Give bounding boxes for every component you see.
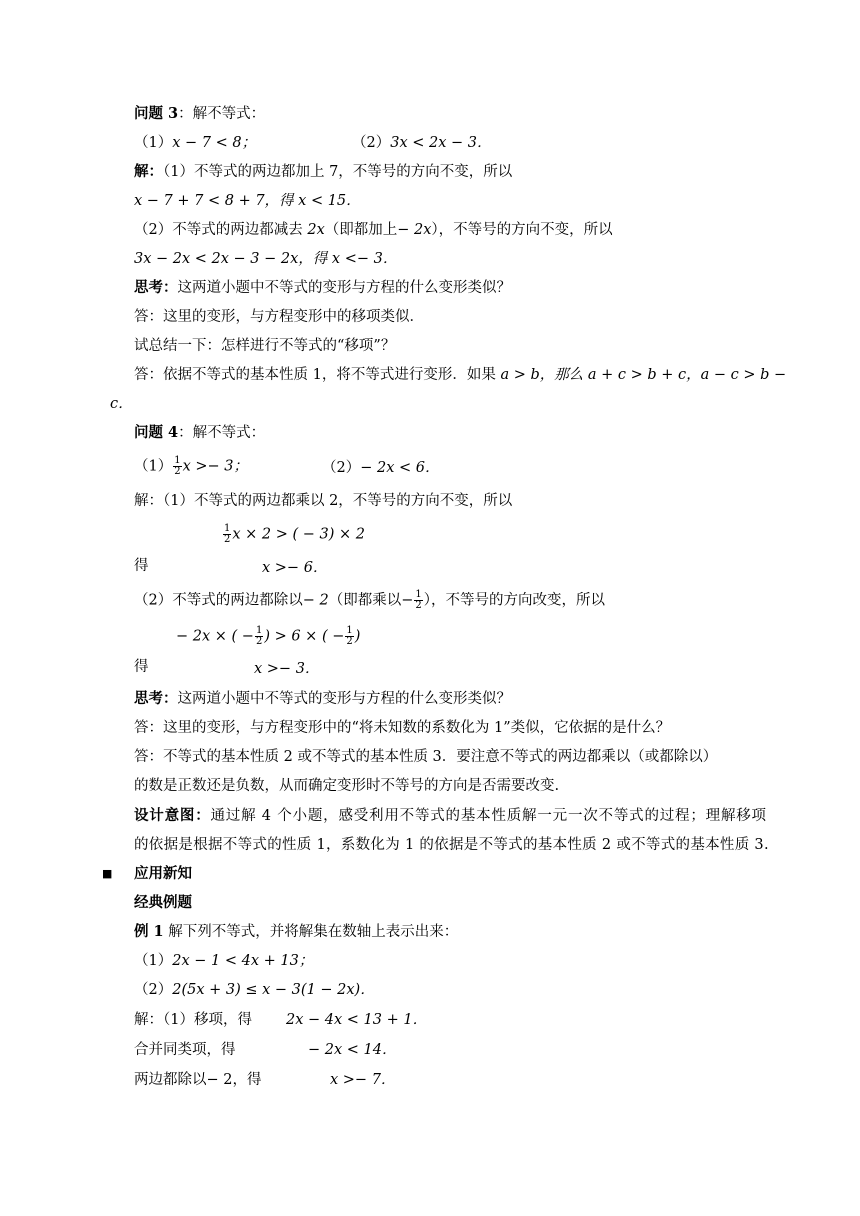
- q3-title: [134, 104, 265, 124]
- q3-think-label: 思考：: [134, 279, 178, 296]
- example-1-part2: （2）2(5x + 3) ≤ x − 3(1 − 2x)．: [134, 982, 375, 998]
- q3-part2-label: （2）: [352, 135, 391, 151]
- q3-solution-2: [134, 220, 613, 240]
- q4-solution-2: [134, 590, 605, 611]
- q3-solution-2-c: ），不等号的方向不变，所以: [431, 222, 613, 238]
- q4-title-bold: 问题 4: [134, 424, 179, 441]
- q4-equation-1: [222, 524, 365, 545]
- q4-part1-math: x >− 3；: [182, 458, 249, 475]
- q3-solution-2-math: 3x − 2x < 2x − 3 − 2x，得 x <− 3．: [134, 251, 398, 267]
- q3-title-bold: 问题 3: [134, 105, 179, 122]
- q4-answer-1: 答：这里的变形，与方程变形中的“将未知数的系数化为 1”类似，它依据的是什么？: [134, 720, 671, 736]
- q4-think: [134, 689, 511, 709]
- example-1-title: [134, 922, 458, 942]
- q4-result-1: x >− 6．: [262, 560, 328, 576]
- q4-think-text: 这两道小题中不等式的变形与方程的什么变形类似？: [177, 691, 511, 707]
- q4-de1: 得: [134, 558, 149, 574]
- example-1-step1-math: 2x − 4x < 13 + 1．: [286, 1012, 428, 1028]
- q3-solution-1-text: （1）不等式的两边都加上 7，不等号的方向不变，所以: [163, 164, 513, 180]
- example-1-label: 例 1: [134, 923, 164, 940]
- q4-result-2: x >− 3．: [254, 661, 320, 677]
- q3-solution-2-m2: − 2x: [397, 222, 432, 238]
- q4-part2-math: − 2x < 6．: [360, 460, 440, 476]
- design-intent-text1: 通过解 4 个小题，感受利用不等式的基本性质解一元一次不等式的过程；理解移项: [210, 808, 767, 824]
- q4-solution-2-c: ），不等号的方向改变，所以: [423, 592, 605, 609]
- example-1-part1-math: 2x − 1 < 4x + 13；: [172, 953, 314, 969]
- section-bullet-icon: ■: [102, 867, 113, 880]
- q3-solution-2-a: （2）不等式的两边都减去: [134, 222, 308, 238]
- q3-solution-label: 解：: [134, 163, 163, 180]
- q4-solution-2-a: （2）不等式的两边都除以: [134, 592, 303, 609]
- q4-solution-2-neg: −: [401, 592, 414, 609]
- q3-think: [134, 278, 511, 298]
- q4-part2-label: （2）: [322, 460, 361, 476]
- example-1-step2-math: − 2x < 14．: [308, 1042, 397, 1058]
- q3-part1: [134, 133, 256, 153]
- example-1-step1: 解：（1）移项，得: [134, 1012, 252, 1028]
- section-title: 应用新知: [134, 865, 192, 882]
- q3-solution-1-math: x − 7 + 7 < 8 + 7，得 x < 15．: [134, 193, 361, 209]
- q3-part2-math: 3x < 2x − 3．: [390, 135, 492, 151]
- q4-eq2-a: − 2x × ( −: [176, 628, 254, 645]
- q4-solution-2-m: − 2: [302, 592, 329, 609]
- q4-part2: [322, 458, 440, 478]
- q4-eq1-fraction: $\frac{1}{2}$: [224, 523, 231, 545]
- q3-think-text: 这两道小题中不等式的变形与方程的什么变形类似？: [177, 280, 511, 296]
- q4-eq1-math: x × 2 > ( − 3) × 2: [232, 526, 366, 543]
- q3-try: 试总结一下：怎样进行不等式的“移项”？: [134, 338, 396, 354]
- q4-part1-fraction: $\frac{1}{2}$: [174, 455, 181, 477]
- q4-sol2-fraction: $\frac{1}{2}$: [415, 589, 422, 611]
- q3-solution-2-m1: 2x: [307, 222, 325, 238]
- q3-solution-1: [134, 162, 512, 182]
- q3-part2: [352, 133, 492, 153]
- q4-answer-2-line2: 的数是正数还是负数，从而确定变形时不等号的方向是否需要改变.: [134, 778, 560, 794]
- example-1-part2-math: 2(5x + 3) ≤ x − 3(1 − 2x)．: [172, 982, 375, 998]
- example-1-step3-math: x >− 7．: [330, 1072, 396, 1088]
- q3-part1-math: x − 7 < 8；: [172, 135, 257, 151]
- q3-part1-label: （1）: [134, 135, 173, 151]
- q4-equation-2: − 2x × ( − $\frac{1}{2}$ ) > 6 × ( − $\frac{1}{2}$ ): [176, 625, 361, 647]
- example-1-step3: 两边都除以− 2，得: [134, 1072, 262, 1088]
- section-subtitle: 经典例题: [134, 894, 192, 911]
- q4-part1: [134, 456, 248, 477]
- q4-eq2-b: ) > 6 × ( −: [264, 628, 345, 645]
- q3-answer-2-text: 答：依据不等式的基本性质 1，将不等式进行变形．如果: [134, 367, 501, 383]
- q4-part1-label: （1）: [134, 458, 173, 475]
- q4-de2: 得: [134, 659, 149, 675]
- q4-title: [134, 423, 265, 443]
- design-intent-line2: 的依据是根据不等式的性质 1，系数化为 1 的依据是不等式的基本性质 2 或不等式的基本性质 3.: [134, 837, 769, 853]
- q4-solution-1: 解：（1）不等式的两边都乘以 2，不等号的方向不变，所以: [134, 493, 513, 509]
- q3-solution-2-b: （即都加上: [324, 222, 398, 238]
- q4-think-label: 思考：: [134, 690, 178, 707]
- q4-eq2-c: ): [354, 628, 361, 645]
- q3-title-rest: ：解不等式：: [178, 106, 266, 122]
- q3-answer-2: [134, 365, 786, 385]
- design-intent-label: 设计意图：: [134, 807, 211, 824]
- example-1-step2: 合并同类项，得: [134, 1042, 236, 1058]
- q3-answer-1: 答：这里的变形，与方程变形中的移项类似．: [134, 309, 424, 325]
- q3-answer-2-math: a > b，那么 a + c > b + c，a − c > b −: [500, 367, 787, 383]
- q4-title-rest: ：解不等式：: [178, 425, 266, 441]
- design-intent-line1: [134, 806, 767, 826]
- example-1-text: 解下列不等式，并将解集在数轴上表示出来：: [168, 924, 459, 940]
- q4-solution-2-b: （即都乘以: [328, 592, 402, 609]
- example-1-part1: （1）2x − 1 < 4x + 13；: [134, 953, 314, 969]
- q3-answer-2-cont: c．: [110, 396, 133, 412]
- q4-answer-2-line1: 答：不等式的基本性质 2 或不等式的基本性质 3．要注意不等式的两边都乘以（或都除以）: [134, 749, 718, 765]
